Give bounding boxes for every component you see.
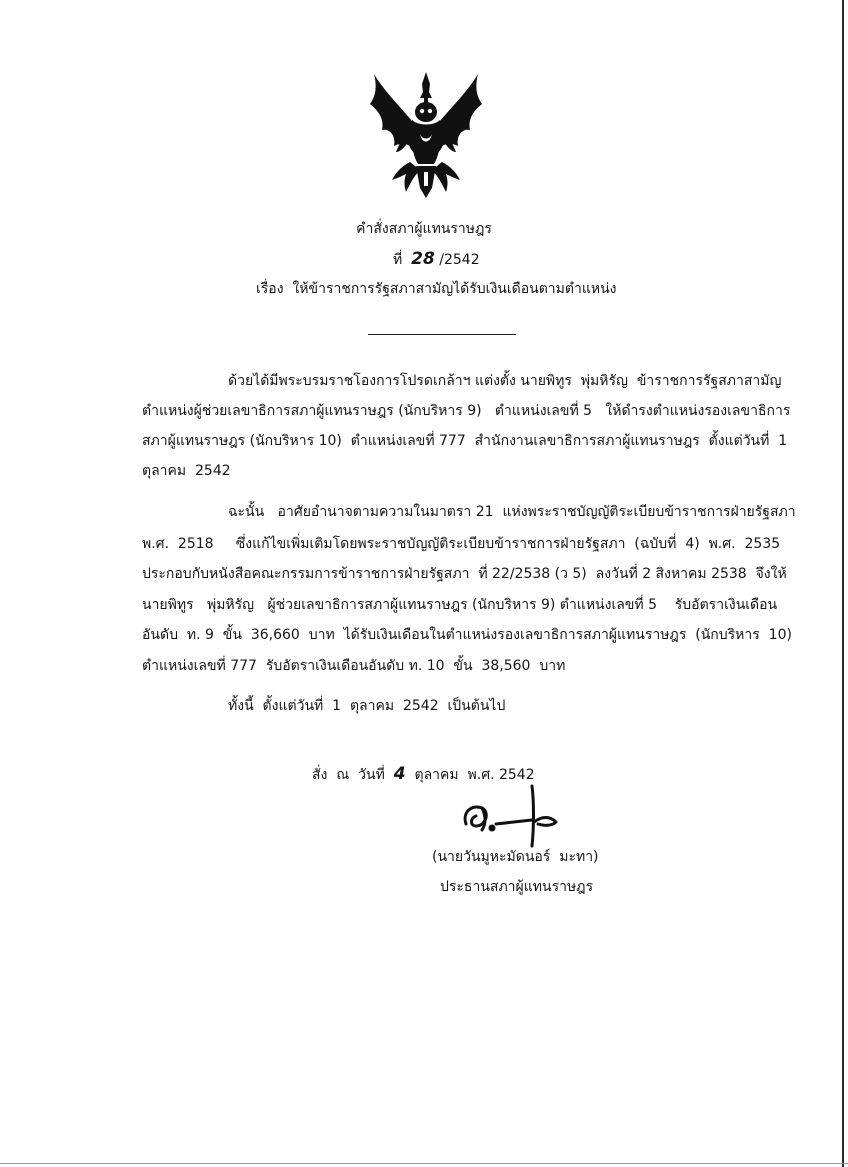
ordered-suffix: ตุลาคม พ.ศ. 2542: [414, 767, 535, 783]
order-title: คำสั่งสภาผู้แทนราษฎร: [356, 221, 492, 237]
para2-line-5: อันดับ ท. 9 ขั้น 36,660 บาท ได้รับเงินเดือนในตำแหน่งรองเลขาธิการสภาผู้แทนราษฎร (นักบริหาร 10): [142, 627, 792, 643]
ordered-day-handwritten: 4: [393, 764, 406, 784]
signature: [458, 782, 568, 848]
order-number: [393, 251, 480, 268]
order-number-suffix: /2542: [439, 252, 480, 268]
ordered-date: [312, 766, 535, 783]
para2-line-1: ฉะนั้น อาศัยอำนาจตามความในมาตรา 21 แห่งพระราชบัญญัติระเบียบข้าราชการฝ่ายรัฐสภา: [228, 504, 796, 520]
order-subject: เรื่อง ให้ข้าราชการรัฐสภาสามัญได้รับเงินเดือนตามตำแหน่ง: [256, 281, 617, 297]
para2-line-2: พ.ศ. 2518 ซึ่งแก้ไขเพิ่มเติมโดยพระราชบัญญัติระเบียบข้าราชการฝ่ายรัฐสภา (ฉบับที่ 4) พ.ศ. 2535: [142, 536, 781, 552]
signer-position: ประธานสภาผู้แทนราษฎร: [440, 879, 594, 895]
para2-line-4: นายพิทูร พุ่มหิรัญ ผู้ช่วยเลขาธิการสภาผู้แทนราษฎร (นักบริหาร 9) ตำแหน่งเลขที่ 5 รับอัตราเงินเดือน: [142, 597, 778, 613]
order-number-prefix: ที่: [393, 252, 403, 268]
para1-line-4: ตุลาคม 2542: [142, 463, 231, 479]
para1-line-3: สภาผู้แทนราษฎร (นักบริหาร 10) ตำแหน่งเลขที่ 777 สำนักงานเลขาธิการสภาผู้แทนราษฎร ตั้งแต่วันที่ 1: [142, 433, 788, 449]
order-number-handwritten: 28: [411, 249, 435, 269]
ordered-prefix: สั่ง ณ วันที่: [312, 767, 385, 783]
para2-line-6: ตำแหน่งเลขที่ 777 รับอัตราเงินเดือนอันดับ ท. 10 ขั้น 38,560 บาท: [142, 658, 566, 674]
scan-edge-right: [842, 0, 844, 1167]
para1-line-1: ด้วยได้มีพระบรมราชโองการโปรดเกล้าฯ แต่งตั้ง นายพิทูร พุ่มหิรัญ ข้าราชการรัฐสภาสามัญ: [228, 373, 782, 389]
scan-edge-bottom: [0, 1163, 848, 1164]
signer-name: (นายวันมูหะมัดนอร์ มะทา): [432, 849, 599, 865]
header-divider: [368, 334, 516, 335]
para1-line-2: ตำแหน่งผู้ช่วยเลขาธิการสภาผู้แทนราษฎร (นักบริหาร 9) ตำแหน่งเลขที่ 5 ให้ดำรงตำแหน่งรองเลขาธิการ: [142, 403, 791, 419]
para2-line-3: ประกอบกับหนังสือคณะกรรมการข้าราชการฝ่ายรัฐสภา ที่ 22/2538 (ว 5) ลงวันที่ 2 สิงหาคม 2538 จึงให้: [142, 566, 787, 582]
para3: ทั้งนี้ ตั้งแต่วันที่ 1 ตุลาคม 2542 เป็นต้นไป: [228, 698, 506, 714]
garuda-emblem-icon: [366, 68, 486, 200]
